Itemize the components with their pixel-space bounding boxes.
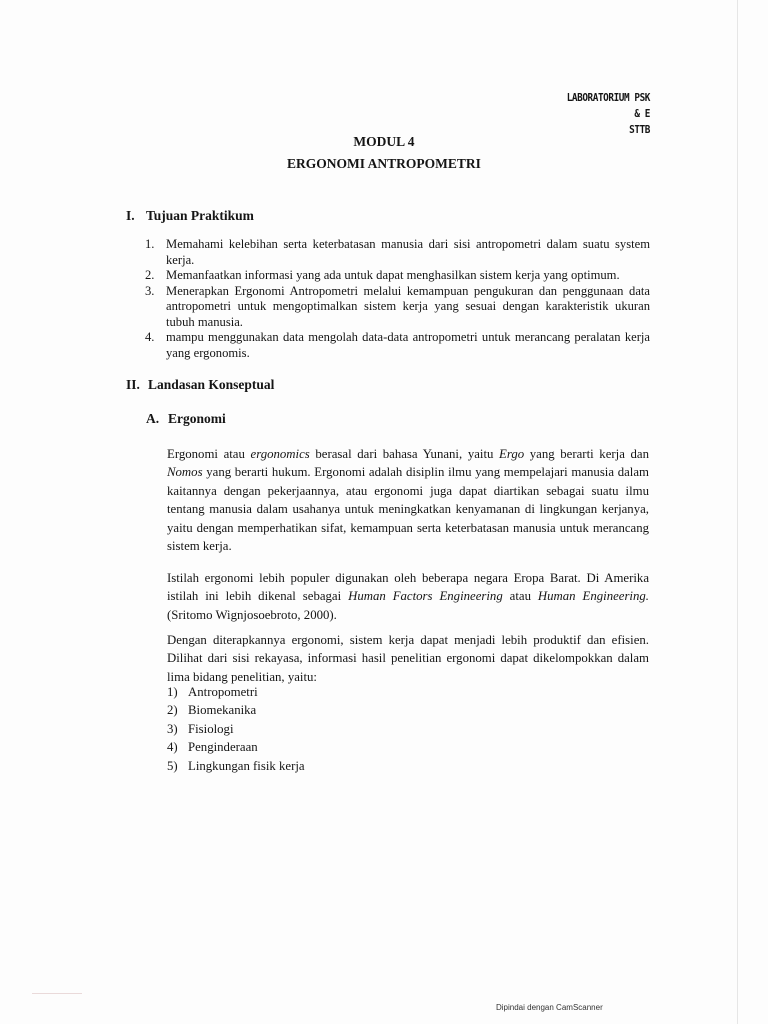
text-run: Ergonomi atau <box>167 447 251 461</box>
research-field-item <box>167 701 305 719</box>
objective-text: mampu menggunakan data mengolah data-data antropometri untuk merancang peralatan kerja yang ergonomis. <box>166 330 650 360</box>
research-field-number: 5) <box>167 758 178 773</box>
text-run: yang berarti kerja dan <box>524 447 649 461</box>
objective-text: Memahami kelebihan serta keterbatasan manusia dari sisi antropometri dalam suatu system kerja. <box>166 237 650 267</box>
research-field-item <box>167 757 305 775</box>
ergonomi-paragraph-2 <box>167 569 649 624</box>
text-run-italic: Human Factors Engineering <box>348 589 503 604</box>
scan-artifact-line <box>32 993 82 994</box>
text-run-italic: ergonomics <box>250 447 310 461</box>
objective-number: 2. <box>145 268 155 282</box>
research-field-number: 4) <box>167 740 178 755</box>
subsection-a-title: Ergonomi <box>168 411 226 426</box>
research-field-item <box>167 738 305 756</box>
research-field-text: Penginderaan <box>188 740 258 755</box>
research-field-number: 1) <box>167 685 178 699</box>
section-2-number: II. <box>126 377 140 392</box>
research-field-item <box>167 720 305 738</box>
ergonomi-paragraph-1 <box>167 445 649 555</box>
section-2-title: Landasan Konseptual <box>148 377 275 392</box>
lab-header <box>557 90 651 138</box>
research-field-text: Biomekanika <box>188 703 257 718</box>
objective-text: Menerapkan Ergonomi Antropometri melalui kemampuan pengukuran dan penggunaan data antropometri untuk mengoptimalkan sistem kerja yang sesuai dengan karakteristik ukuran tubuh manusia. <box>166 283 650 329</box>
section-1-title: Tujuan Praktikum <box>146 208 254 223</box>
text-run-italic: Ergo <box>499 447 525 461</box>
text-run-italic: Nomos <box>167 465 203 480</box>
scan-edge-line <box>737 0 738 1024</box>
research-field-text: Antropometri <box>188 685 258 699</box>
objective-number: 4. <box>145 330 155 344</box>
research-field-text: Lingkungan fisik kerja <box>188 758 305 773</box>
research-field-item <box>167 683 305 701</box>
lab-header-line2: STTB <box>629 123 650 136</box>
text-run: Istilah ergonomi lebih populer digunakan oleh beberapa negara Eropa Barat. Di Amerika istilah ini lebih dikenal sebagai <box>167 571 649 604</box>
text-run: atau <box>502 589 538 604</box>
research-field-number: 2) <box>167 703 178 718</box>
text-run-italic: Human Engineering. <box>537 589 649 604</box>
section-1-number: I. <box>126 208 135 223</box>
research-fields-list <box>167 683 305 775</box>
camscanner-footer: Dipindai dengan CamScanner <box>496 1003 603 1012</box>
objective-item <box>145 268 650 284</box>
objective-number: 1. <box>145 237 155 251</box>
module-title: MODUL 4 <box>353 134 415 149</box>
objective-item <box>145 330 650 361</box>
topic-title: ERGONOMI ANTROPOMETRI <box>287 156 481 171</box>
objective-item <box>145 237 650 268</box>
objectives-list <box>145 237 650 361</box>
objective-text: Memanfaatkan informasi yang ada untuk dapat menghasilkan sistem kerja yang optimum. <box>166 268 620 282</box>
research-field-text: Fisiologi <box>188 721 234 736</box>
section-1-heading <box>126 208 254 224</box>
text-run: yang berarti hukum. Ergonomi adalah disiplin ilmu yang mempelajari manusia dalam kaitannya dengan pekerjaannya, atau ergonomi juga dapat diartikan sebagai suatu ilmu tentang manusia dalam usahanya untuk meningkatkan kenyamanan di lingkungan kerjanya, yaitu dengan memperhatikan sifat, kemampuan serta keterbatasan manusia untuk merancang sistem kerja. <box>167 465 649 554</box>
research-field-number: 3) <box>167 721 178 736</box>
section-2-heading <box>126 377 274 393</box>
objective-item <box>145 284 650 331</box>
ergonomi-paragraph-3: Dengan diterapkannya ergonomi, sistem kerja dapat menjadi lebih produktif dan efisien. Dilihat dari sisi rekayasa, informasi hasil penelitian ergonomi dapat dikelompokkan dalam lima bidang penelitian, yaitu: <box>167 633 649 684</box>
objective-number: 3. <box>145 283 155 298</box>
text-run: berasal dari bahasa Yunani, yaitu <box>309 447 500 461</box>
text-run: (Sritomo Wignjosoebroto, 2000). <box>167 607 337 622</box>
subsection-a-heading <box>146 411 226 427</box>
subsection-a-number: A. <box>146 411 160 426</box>
lab-header-line1: LABORATORIUM PSK & E <box>566 91 650 120</box>
